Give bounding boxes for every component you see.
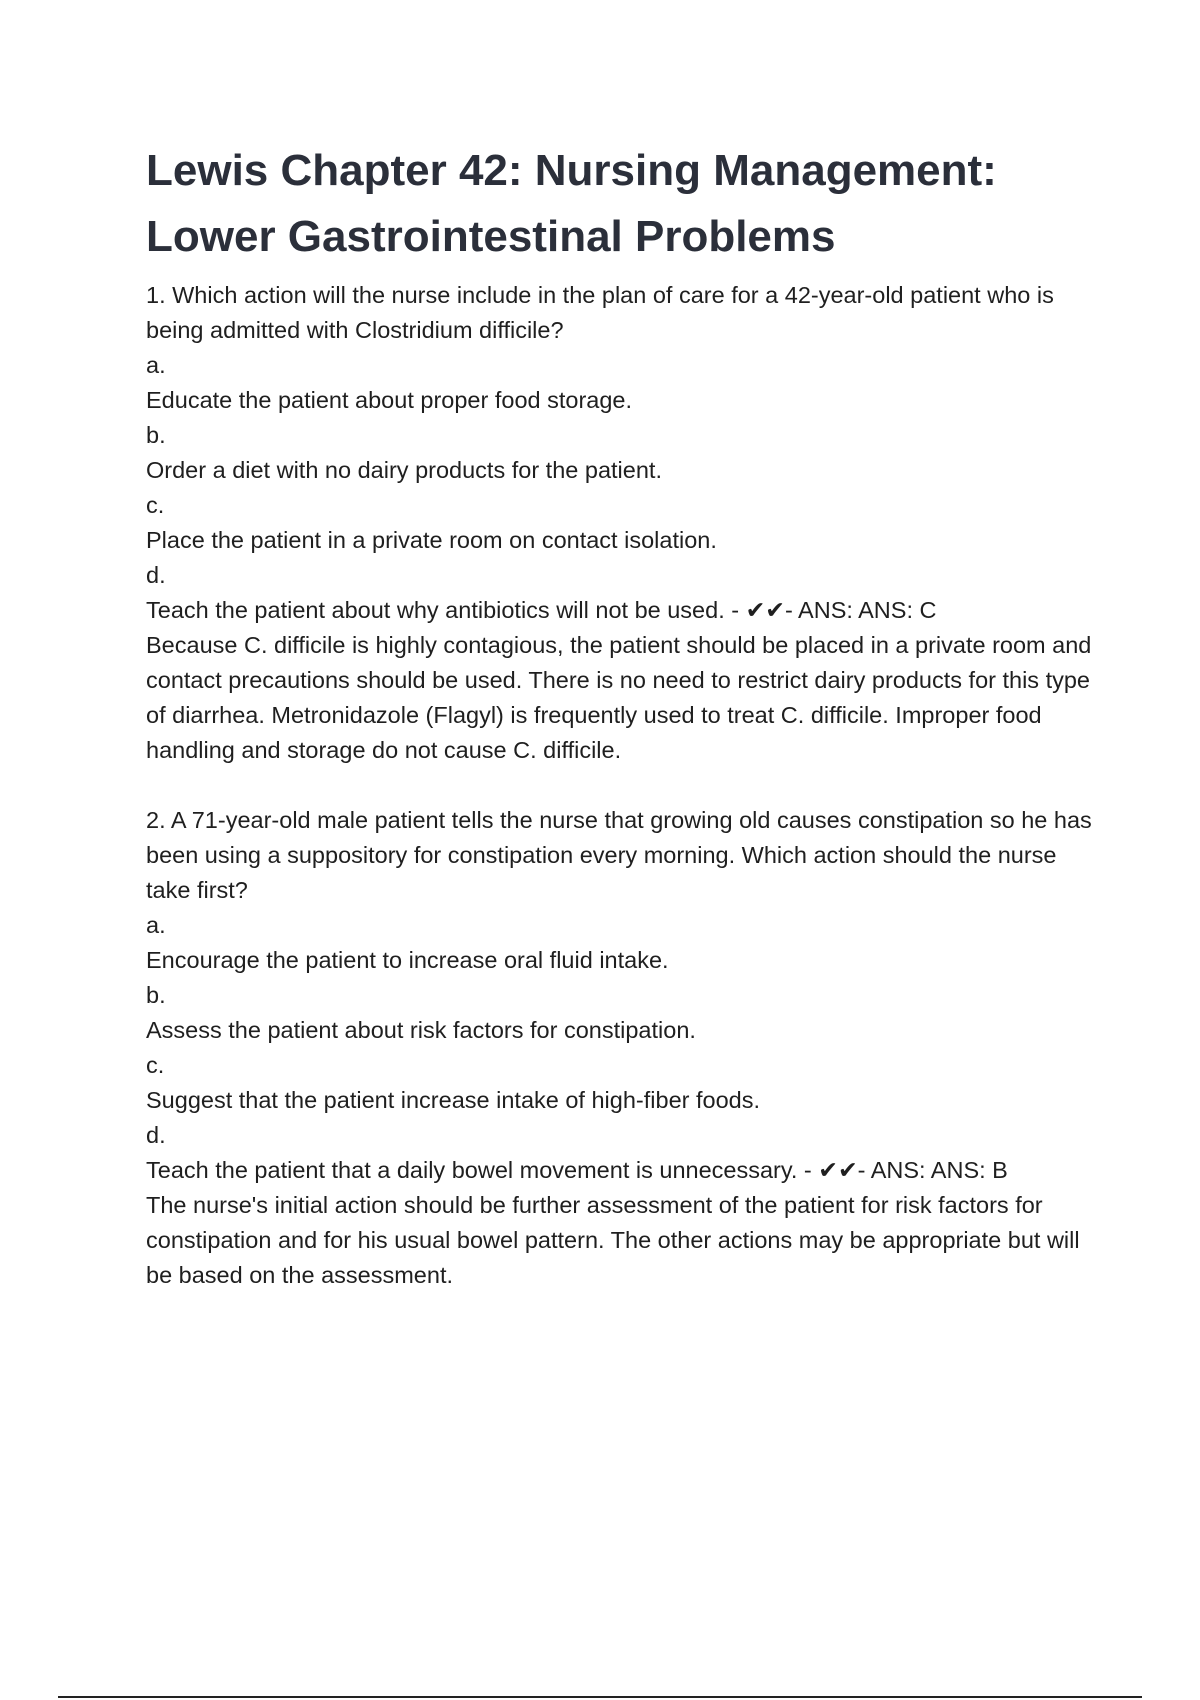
option-letter: c.	[146, 1052, 165, 1078]
question-2	[146, 803, 1096, 1293]
option-text: Encourage the patient to increase oral fluid intake.	[146, 947, 669, 973]
option-text: Suggest that the patient increase intake of high-fiber foods.	[146, 1087, 761, 1113]
option-letter: b.	[146, 982, 166, 1008]
answer-rationale: Because C. difficile is highly contagious, the patient should be placed in a private room and contact precautions should be used. There is no need to restrict dairy products for this type of diarrhea. Metronidazole (Flagyl) is frequently used to treat C. difficile. Improper food handling and storage do not cause C. difficile.	[146, 632, 1092, 763]
question-stem: 1. Which action will the nurse include in the plan of care for a 42-year-old patient who is being admitted with Clostridium difficile?	[146, 282, 1054, 343]
option-text: Assess the patient about risk factors for constipation.	[146, 1017, 696, 1043]
question-1	[146, 278, 1096, 768]
option-letter: d.	[146, 1122, 166, 1148]
option-text: Order a diet with no dairy products for the patient.	[146, 457, 662, 483]
option-text-with-answer: Teach the patient that a daily bowel movement is unnecessary. - ✔✔- ANS: ANS: B	[146, 1157, 1008, 1183]
option-letter: a.	[146, 912, 166, 938]
option-text: Educate the patient about proper food storage.	[146, 387, 633, 413]
option-letter: a.	[146, 352, 166, 378]
section-gap	[146, 768, 1096, 803]
document-body	[146, 278, 1096, 1293]
option-letter: b.	[146, 422, 166, 448]
answer-rationale: The nurse's initial action should be further assessment of the patient for risk factors for constipation and for his usual bowel pattern. The other actions may be appropriate but will be based on the assessment.	[146, 1192, 1080, 1288]
page-bottom-divider	[58, 1696, 1142, 1698]
option-text: Place the patient in a private room on contact isolation.	[146, 527, 717, 553]
option-letter: d.	[146, 562, 166, 588]
question-stem: 2. A 71-year-old male patient tells the nurse that growing old causes constipation so he has been using a suppository for constipation every morning. Which action should the nurse take first?	[146, 807, 1092, 903]
option-letter: c.	[146, 492, 165, 518]
document-title: Lewis Chapter 42: Nursing Management: Lower Gastrointestinal Problems	[146, 146, 997, 261]
option-text-with-answer: Teach the patient about why antibiotics will not be used. - ✔✔- ANS: ANS: C	[146, 597, 937, 623]
